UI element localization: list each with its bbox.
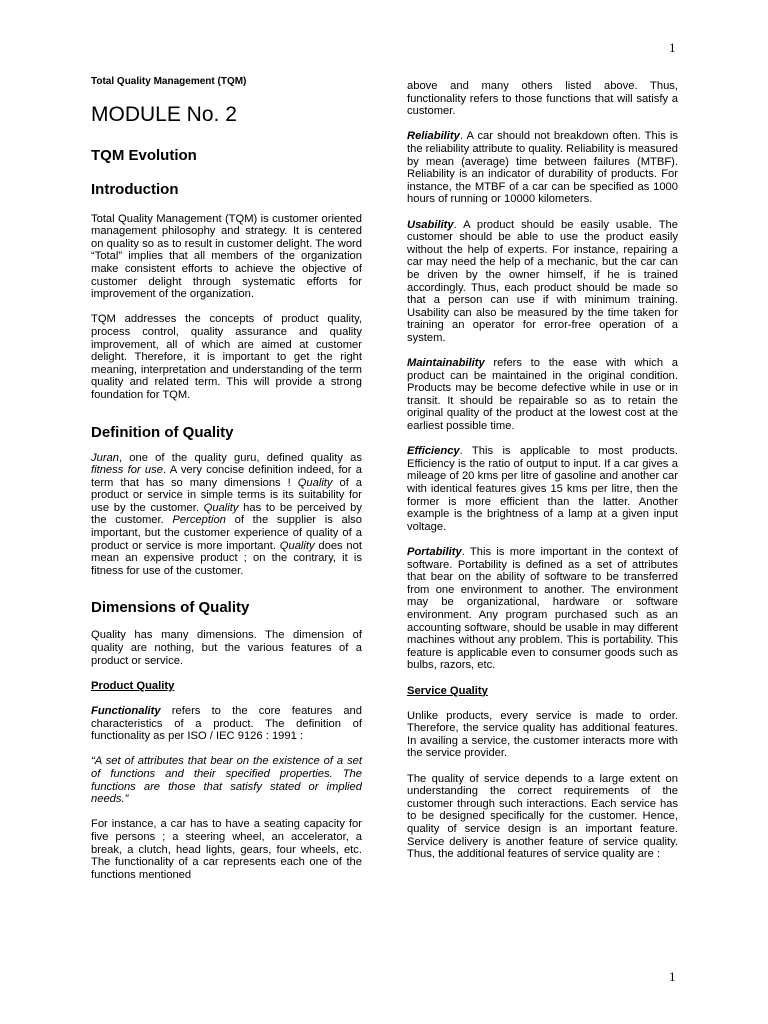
document-subtitle: Total Quality Management (TQM) (91, 76, 247, 87)
intro-paragraph-1: Total Quality Management (TQM) is customer oriented management philosophy and strategy. It is centered on quality so as to result in customer delight. The word “Total” implies that all members of the organization make consistent efforts to achieve the objective of customer delight through systematic efforts for improvement of the organization. (91, 212, 362, 301)
portability-paragraph: Portability. This is more important in the context of software. Portability is defined as a set of attributes that bear on the ability of software to be transferred from one environment to another. The environment may be organizational, hardware or software environment. Any program purchased such as an accounting software, should be usable in may different machines without any problem. This is portability. This feature is applicable even to consumer goods such as bulbs, razors, etc. (407, 545, 678, 672)
service-paragraph-1: Unlike products, every service is made to order. Therefore, the service quality has additional features. In availing a service, the customer interacts more with the service provider. (407, 709, 678, 760)
dimensions-paragraph: Quality has many dimensions. The dimension of quality are nothing, but the various features of a product or service. (91, 629, 362, 667)
left-column (91, 76, 362, 894)
efficiency-paragraph: Efficiency. This is applicable to most products. Efficiency is the ratio of output to input. If a car gives a mileage of 20 kms per litre of gasoline and another car with identical features gives 15 kms per litre, then the former is more efficient than the latter. Another example is the brightness of a lamp at a given input voltage. (407, 445, 678, 533)
iso-quote: “A set of attributes that bear on the existence of a set of functions and their specified properties. The functions are those that satisfy stated or implied needs.” (91, 755, 362, 806)
section-title: TQM Evolution (91, 146, 197, 164)
functionality-example: For instance, a car has to have a seating capacity for five persons ; a steering wheel, an accelerator, a break, a clutch, head lights, gears, four wheels, etc. The functionality of a car represents each one of the functions mentioned (91, 818, 362, 881)
page-number-bottom: 1 (669, 969, 676, 984)
definition-paragraph: Juran, one of the quality guru, defined quality as fitness for use. A very concise definition indeed, for a term that has so many dimensions ! Quality of a product or service in simple terms is its suitability for use by the customer. Quality has to be perceived by the customer. Perception of the supplier is also important, but the customer experience of quality of a product or service is more important. Quality does not mean an expensive product ; on the contrary, it is fitness for use of the customer. (91, 451, 362, 577)
product-quality-subheading: Product Quality (91, 679, 175, 692)
maintainability-paragraph: Maintainability refers to the ease with which a product can be maintained in the original condition. Products may be become defective while in use or in transit. It should be repairable so as to retain the original quality of the product at the lowest cost at the earliest possible time. (407, 357, 678, 433)
reliability-term: Reliability (407, 130, 460, 143)
page-number-top: 1 (669, 40, 676, 55)
definition-heading: Definition of Quality (91, 423, 234, 441)
module-title: MODULE No. 2 (91, 102, 237, 126)
introduction-heading: Introduction (91, 180, 179, 198)
maintainability-term: Maintainability (407, 357, 485, 370)
service-paragraph-2: The quality of service depends to a large extent on understanding the correct requirements of the customer through such interactions. Each service has to be designed specifically for the customer. Hence, quality of service design is an important feature. Service delivery is another feature of service quality. Thus, the additional features of service quality are : (407, 772, 678, 861)
reliability-paragraph: Reliability. A car should not breakdown often. This is the reliability attribute to quality. Reliability is measured by mean (average) time between failures (MTBF). Reliability is an indicator of durability of products. For instance, the MTBF of a car can be specified as 1000 hours of running or 10000 kilometers. (407, 130, 678, 206)
continuation-paragraph: above and many others listed above. Thus, functionality refers to those functions that will satisfy a customer. (407, 80, 678, 118)
intro-paragraph-2: TQM addresses the concepts of product quality, process control, quality assurance and quality improvement, all of which are aimed at customer delight. Therefore, it is important to get the right meaning, interpretation and understanding of the term quality and related term. This will provide a strong foundation for TQM. (91, 313, 362, 401)
right-column (407, 80, 678, 873)
efficiency-term: Efficiency (407, 445, 460, 458)
fitness-for-use-term: fitness for use (91, 464, 163, 477)
usability-term: Usability (407, 218, 454, 231)
usability-paragraph: Usability. A product should be easily usable. The customer should be able to use the product easily without the help of experts. For instance, repairing a car may need the help of a mechanic, but the car can be driven by the owner himself, if he is trained accordingly. Thus, each product should be made so that a person can use if with minimum training. Usability can also be measured by the time taken for training an operator for error-free operation of a system. (407, 218, 678, 344)
portability-term: Portability (407, 545, 462, 558)
functionality-paragraph: Functionality refers to the core features and characteristics of a product. The definition of functionality as per ISO / IEC 9126 : 1991 : (91, 705, 362, 743)
juran-term: Juran (91, 451, 119, 464)
service-quality-subheading: Service Quality (407, 684, 488, 697)
functionality-term: Functionality (91, 705, 161, 717)
dimensions-heading: Dimensions of Quality (91, 599, 250, 617)
